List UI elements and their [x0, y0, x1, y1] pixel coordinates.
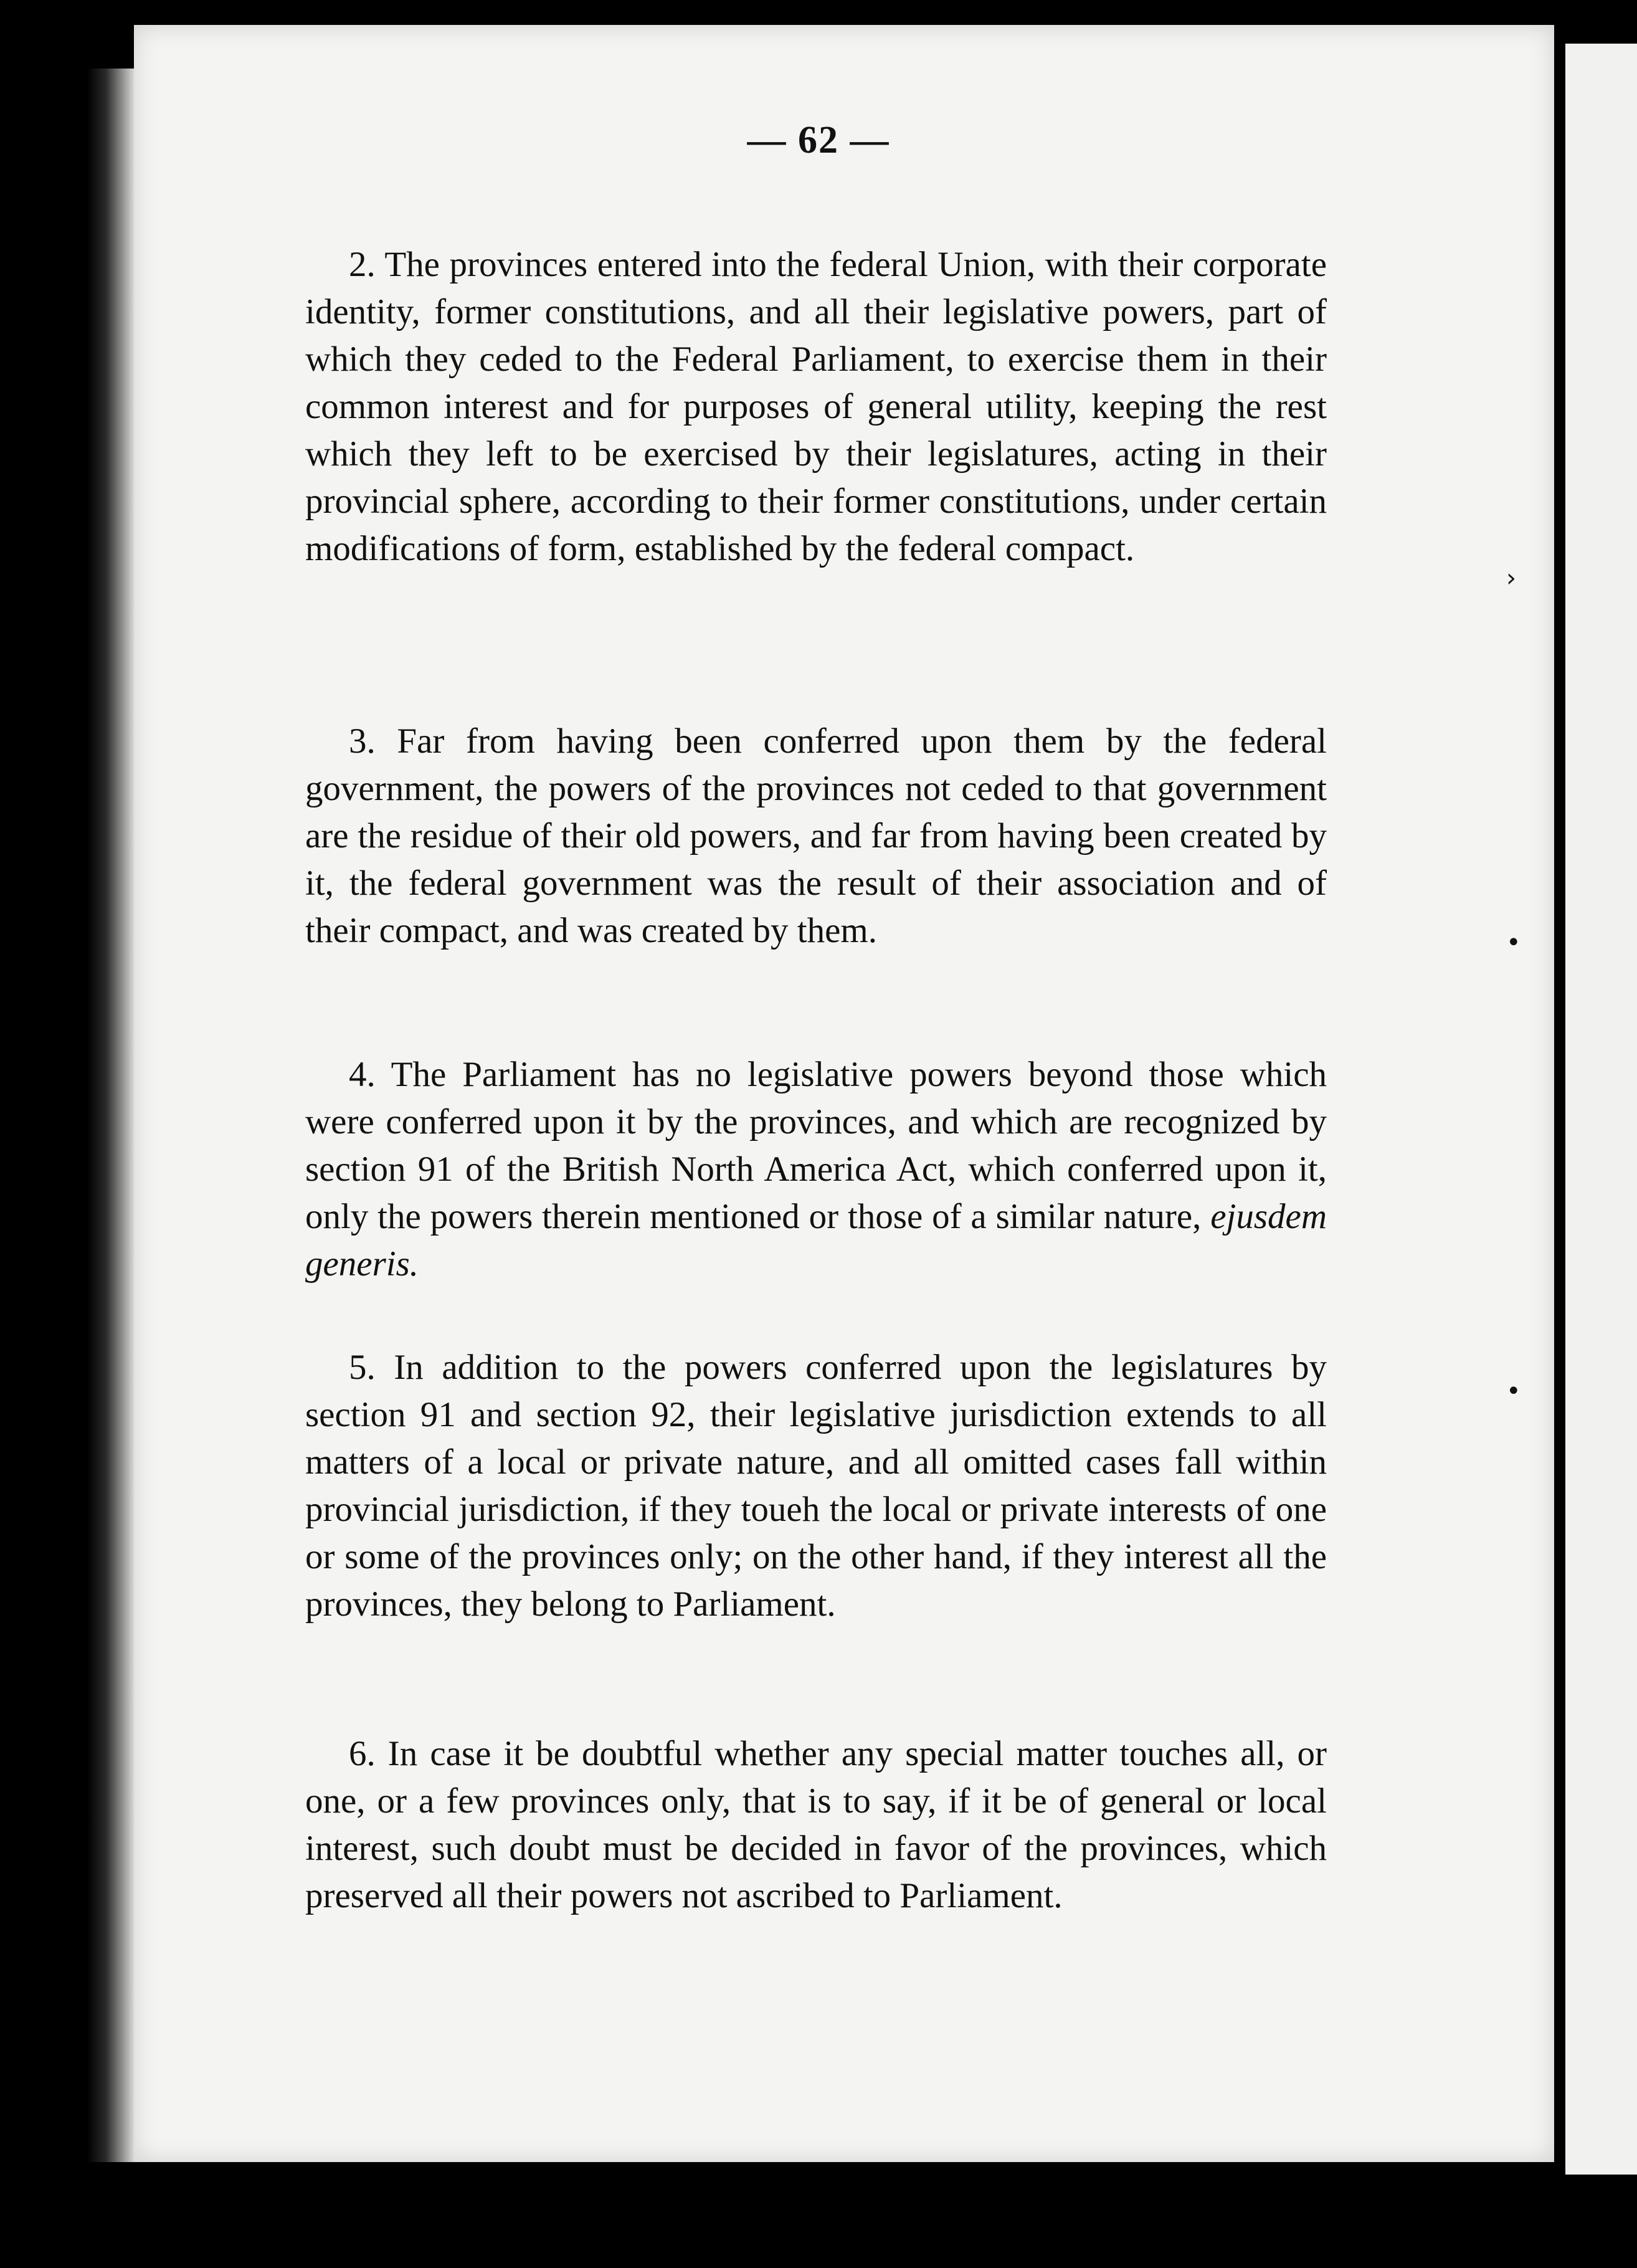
paragraph-4-text: 4. The Parliament has no legislative powers beyond those which were conferred upon it by the provinces, and which are recognized by section 91 of the British North America Act, which conferred upon it, only the powers therein mentioned or those of a similar nature,: [305, 1055, 1327, 1236]
paragraph-3: [305, 718, 1327, 955]
paragraph-2-text: 2. The provinces entered into the federal Union, with their corporate identity, former constitutions, and all their legislative powers, part of which they ceded to the Federal Parliament, to exercise them in their common interest and for purposes of general utility, keeping the rest which they left to be exercised by their legislatures, acting in their provincial sphere, according to their former constitutions, under certain modifications of form, established by the federal compact.: [305, 245, 1327, 568]
paragraph-5-text: 5. In addition to the powers conferred upon the legislatures by section 91 and section 92, their legislative jurisdiction extends to all matters of a local or private nature, and all omitted cases fall within provincial jurisdiction, if they toueh the local or private interests of one or some of the provinces only; on the other hand, if they interest all the provinces, they belong to Parliament.: [305, 1348, 1327, 1624]
paragraph-4: [305, 1051, 1327, 1288]
margin-speck: •: [1506, 1377, 1521, 1406]
margin-speck: ›: [1506, 564, 1516, 593]
paragraph-3-text: 3. Far from having been conferred upon them by the federal government, the powers of the provinces not ceded to that government are the residue of their old powers, and far from having been created by it, the federal government was the result of their association and of their compact, and was created by them.: [305, 722, 1327, 950]
left-page-edge: [87, 69, 134, 2162]
paragraph-5: [305, 1344, 1327, 1628]
paragraph-6: [305, 1730, 1327, 1920]
page-gutter: [1554, 25, 1565, 2162]
paragraph-4-latin-phrase: ejusdem generis.: [305, 1197, 1327, 1284]
paragraph-6-text: 6. In case it be doubtful whether any special matter touches all, or one, or a few provinces only, that is to say, if it be of general or local interest, such doubt must be decided in favor of the provinces, which preserved all their powers not ascribed to Parliament.: [305, 1734, 1327, 1915]
margin-speck: •: [1506, 928, 1521, 957]
facing-page-edge: [1565, 44, 1637, 2175]
paragraph-2: [305, 241, 1327, 573]
page-number: — 62 —: [747, 119, 890, 161]
